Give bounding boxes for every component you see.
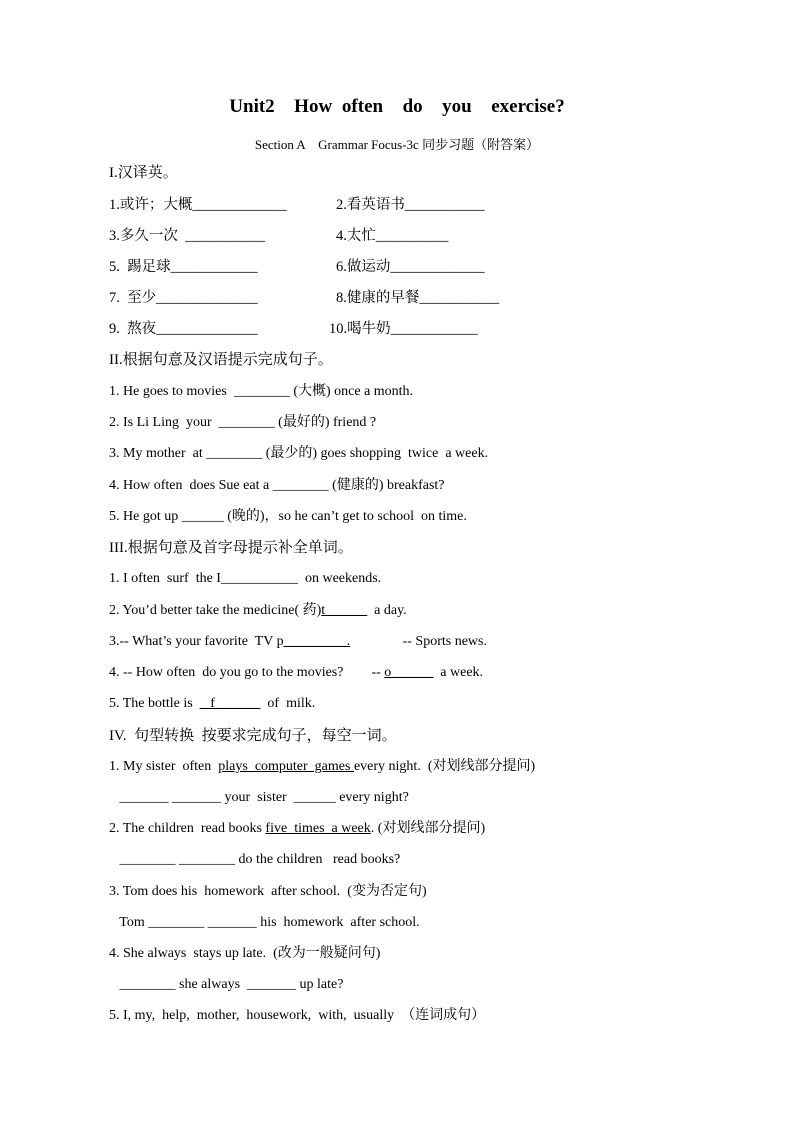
section-3-item: 5. The bottle is _ f ______ of milk. <box>109 696 316 711</box>
section-3-heading: III.根据句意及首字母提示补全单词。 <box>109 540 353 556</box>
page-title: Unit2 How often do you exercise? <box>229 96 565 117</box>
section-4-question: 2. The children read books five times a week. (对划线部分提问) <box>109 821 486 836</box>
section-1-item: 4.太忙__________ <box>336 228 449 244</box>
section-3-item: 3.-- What’s your favorite TV p_________. -- Sports news. <box>109 634 487 649</box>
section-2-item: 5. He got up ______ (晚的)，so he can’t get to school on time. <box>109 509 467 524</box>
section-1-item: 1.或许；大概_____________ <box>109 197 287 213</box>
section-4-heading: IV. 句型转换 按要求完成句子，每空一词。 <box>109 728 397 744</box>
section-1-item: 10.喝牛奶____________ <box>329 321 478 337</box>
page-subtitle: Section A Grammar Focus-3c 同步习题（附答案） <box>254 137 540 152</box>
section-4-question: 3. Tom does his homework after school. (变为否定句) <box>109 884 427 899</box>
section-4-answer-line: _______ _______ your sister ______ every night? <box>109 790 409 805</box>
section-1-heading: I.汉译英。 <box>109 165 178 181</box>
section-1-item: 7. 至少______________ <box>109 290 258 306</box>
section-4-question: 1. My sister often plays computer games every night. (对划线部分提问) <box>109 759 536 774</box>
section-1-item: 6.做运动_____________ <box>336 259 485 275</box>
section-4-answer-line: Tom ________ _______ his homework after school. <box>109 915 420 930</box>
section-4-question: 5. I, my, help, mother, housework, with, usually （连词成句） <box>109 1008 486 1023</box>
section-1-item: 2.看英语书___________ <box>336 197 485 213</box>
section-1-item: 8.健康的早餐___________ <box>336 290 500 306</box>
section-2-item: 4. How often does Sue eat a ________ (健康的) breakfast? <box>109 478 445 493</box>
section-3-item: 1. I often surf the I___________ on weekends. <box>109 571 382 586</box>
section-2-item: 3. My mother at ________ (最少的) goes shopping twice a week. <box>109 446 489 461</box>
section-1-item: 9. 熬夜______________ <box>109 321 258 337</box>
section-3-item: 4. -- How often do you go to the movies? -- o______ a week. <box>109 665 484 680</box>
section-3-item: 2. You’d better take the medicine( 药)t______ a day. <box>109 603 407 618</box>
section-4-answer-line: ________ ________ do the children read books? <box>109 852 401 867</box>
section-2-item: 1. He goes to movies ________ (大概) once a month. <box>109 384 414 399</box>
section-1-item: 3.多久一次 ___________ <box>109 228 265 244</box>
section-2-item: 2. Is Li Ling your ________ (最好的) friend ? <box>109 415 377 430</box>
section-2-heading: II.根据句意及汉语提示完成句子。 <box>109 352 333 368</box>
section-4-answer-line: ________ she always _______ up late? <box>109 977 344 992</box>
section-1-item: 5. 踢足球____________ <box>109 259 258 275</box>
section-4-question: 4. She always stays up late. (改为一般疑问句) <box>109 946 381 961</box>
